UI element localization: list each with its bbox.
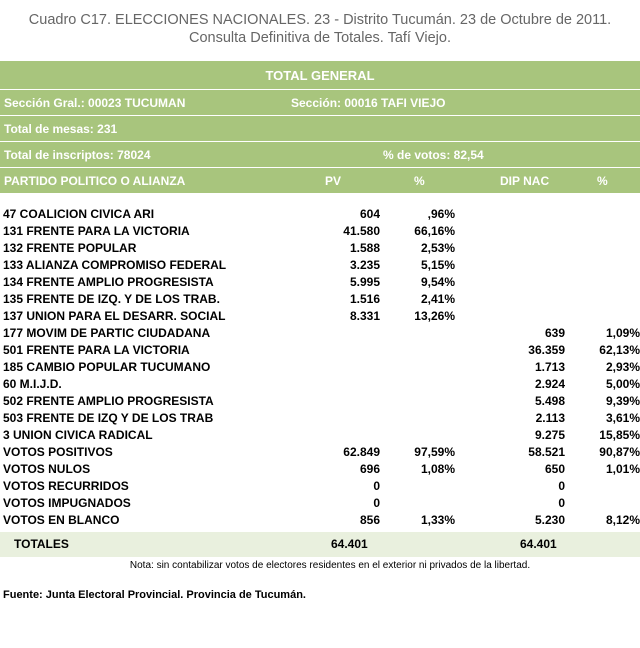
cell-name: 502 FRENTE AMPLIO PROGRESISTA (3, 394, 214, 408)
cell-pv: 0 (373, 479, 380, 493)
cell-name: 133 ALIANZA COMPROMISO FEDERAL (3, 258, 227, 272)
table-row (0, 461, 640, 478)
cell-pv: 3.235 (349, 258, 380, 272)
total-inscriptos: Total de inscriptos: 78024 (4, 148, 151, 162)
table-row (0, 274, 640, 291)
cell-dip: 5.498 (534, 394, 565, 408)
column-header-band (0, 168, 640, 194)
source-line: Fuente: Junta Electoral Provincial. Provincia de Tucumán. (3, 589, 306, 601)
cell-pct2 (565, 495, 640, 512)
table-row (0, 495, 640, 512)
cell-name: 135 FRENTE DE IZQ. Y DE LOS TRAB. (3, 292, 220, 306)
col-dip: DIP NAC (500, 174, 550, 188)
totals-pv: 64.401 (331, 537, 368, 551)
cell-dip: 58.521 (528, 445, 565, 459)
totals-row (0, 532, 640, 557)
cell-pct1: 1,08% (420, 462, 455, 476)
cell-pct1: 9,54% (420, 275, 455, 289)
cell-pv (280, 342, 380, 359)
table-row (0, 342, 640, 359)
totals-label: TOTALES (14, 537, 69, 551)
cell-name: 134 FRENTE AMPLIO PROGRESISTA (3, 275, 214, 289)
table-row (0, 257, 640, 274)
cell-pv (280, 410, 380, 427)
cell-dip (455, 274, 565, 291)
cell-pct2 (565, 223, 640, 240)
cell-name: VOTOS POSITIVOS (3, 445, 113, 459)
col-partido: PARTIDO POLITICO O ALIANZA (4, 174, 186, 188)
cell-dip: 0 (558, 496, 565, 510)
col-pct1: % (414, 174, 425, 188)
cell-pct2 (565, 308, 640, 325)
total-general-band: TOTAL GENERAL (0, 61, 640, 90)
table-row (0, 325, 640, 342)
cell-pct1 (380, 478, 455, 495)
table-row (0, 308, 640, 325)
cell-dip (455, 308, 565, 325)
cell-pct2: 1,01% (605, 462, 640, 476)
seccion: Sección: 00016 TAFI VIEJO (291, 96, 446, 110)
cell-pv: 41.580 (343, 224, 380, 238)
cell-name: VOTOS NULOS (3, 462, 91, 476)
cell-pct1: 2,53% (420, 241, 455, 255)
table-row (0, 359, 640, 376)
cell-name: 503 FRENTE DE IZQ Y DE LOS TRAB (3, 411, 214, 425)
cell-pct1: ,96% (427, 207, 455, 221)
cell-pct1: 1,33% (420, 513, 455, 527)
page-title (0, 0, 640, 48)
cell-pv: 8.331 (349, 309, 380, 323)
cell-pct1 (380, 427, 455, 444)
cell-pct2: 62,13% (599, 343, 640, 357)
cell-pct2 (565, 240, 640, 257)
cell-dip (455, 240, 565, 257)
table-row (0, 444, 640, 461)
table-row (0, 206, 640, 223)
cell-dip: 1.713 (534, 360, 565, 374)
cell-pct2 (565, 478, 640, 495)
cell-pv: 0 (373, 496, 380, 510)
table-row (0, 376, 640, 393)
cell-dip: 639 (544, 326, 565, 340)
footnote: Nota: sin contabilizar votos de electores residentes en el exterior ni privados de la libertad. (129, 560, 531, 571)
table-row (0, 478, 640, 495)
cell-name: 131 FRENTE PARA LA VICTORIA (3, 224, 190, 238)
table-row (0, 393, 640, 410)
seccion-gral: Sección Gral.: 00023 TUCUMAN (4, 96, 186, 110)
cell-pv (280, 376, 380, 393)
section-band (0, 90, 640, 116)
cell-pct2 (565, 274, 640, 291)
pct-votos: % de votos: 82,54 (383, 148, 484, 162)
cell-pv: 604 (359, 207, 380, 221)
col-pct2: % (597, 174, 608, 188)
table-row (0, 240, 640, 257)
cell-pv (280, 325, 380, 342)
cell-pct1 (380, 410, 455, 427)
cell-pct1 (380, 359, 455, 376)
cell-dip: 2.113 (535, 411, 565, 425)
cell-pct2: 3,61% (605, 411, 640, 425)
total-mesas: Total de mesas: 231 (4, 122, 118, 136)
cell-dip (455, 223, 565, 240)
title-line-2: Consulta Definitiva de Totales. Tafí Viejo. (189, 30, 451, 46)
cell-pct1: 5,15% (420, 258, 455, 272)
cell-pct1 (380, 393, 455, 410)
table-row (0, 512, 640, 529)
cell-pct1 (380, 342, 455, 359)
cell-pv (280, 427, 380, 444)
cell-pv: 62.849 (343, 445, 380, 459)
cell-pct1: 13,26% (414, 309, 455, 323)
cell-name: 60 M.I.J.D. (3, 377, 62, 391)
table-row (0, 223, 640, 240)
cell-name: 3 UNION CIVICA RADICAL (3, 428, 153, 442)
totals-dip: 64.401 (520, 537, 557, 551)
cell-pv: 856 (359, 513, 380, 527)
table-row (0, 427, 640, 444)
cell-pct2 (565, 291, 640, 308)
cell-pct1 (380, 325, 455, 342)
inscriptos-band (0, 142, 640, 168)
cell-pct2: 15,85% (599, 428, 640, 442)
cell-dip (455, 291, 565, 308)
table-row (0, 410, 640, 427)
cell-pv: 696 (359, 462, 380, 476)
cell-pct2: 2,93% (605, 360, 640, 374)
cell-dip: 9.275 (534, 428, 565, 442)
cell-pct2: 9,39% (605, 394, 640, 408)
cell-dip: 5.230 (534, 513, 565, 527)
cell-pct2: 90,87% (599, 445, 640, 459)
cell-pv (280, 359, 380, 376)
cell-pct1: 2,41% (420, 292, 455, 306)
cell-pv: 1.516 (349, 292, 380, 306)
cell-pct1 (380, 495, 455, 512)
cell-dip: 0 (558, 479, 565, 493)
cell-pct2: 8,12% (605, 513, 640, 527)
cell-pct1 (380, 376, 455, 393)
col-pv: PV (325, 174, 342, 188)
title-line-1: Cuadro C17. ELECCIONES NACIONALES. 23 - Distrito Tucumán. 23 de Octubre de 2011. (28, 12, 612, 28)
cell-name: 501 FRENTE PARA LA VICTORIA (3, 343, 190, 357)
cell-name: VOTOS EN BLANCO (3, 513, 120, 527)
results-table (0, 206, 640, 529)
cell-name: 132 FRENTE POPULAR (3, 241, 137, 255)
cell-pct2 (565, 257, 640, 274)
cell-name: 185 CAMBIO POPULAR TUCUMANO (3, 360, 211, 374)
cell-pct1: 66,16% (414, 224, 455, 238)
cell-name: 47 COALICION CIVICA ARI (3, 207, 155, 221)
cell-pct2: 5,00% (605, 377, 640, 391)
cell-dip: 2.924 (534, 377, 565, 391)
cell-pv: 1.588 (349, 241, 380, 255)
cell-pct1: 97,59% (414, 445, 455, 459)
cell-dip (455, 206, 565, 223)
cell-pct2: 1,09% (605, 326, 640, 340)
cell-name: 137 UNION PARA EL DESARR. SOCIAL (3, 309, 226, 323)
cell-pct2 (565, 206, 640, 223)
cell-pv (280, 393, 380, 410)
table-row (0, 291, 640, 308)
cell-name: VOTOS IMPUGNADOS (3, 496, 131, 510)
mesas-band (0, 116, 640, 142)
cell-dip: 36.359 (528, 343, 565, 357)
cell-dip (455, 257, 565, 274)
cell-name: VOTOS RECURRIDOS (3, 479, 129, 493)
cell-pv: 5.995 (349, 275, 380, 289)
cell-dip: 650 (544, 462, 565, 476)
cell-name: 177 MOVIM DE PARTIC CIUDADANA (3, 326, 211, 340)
